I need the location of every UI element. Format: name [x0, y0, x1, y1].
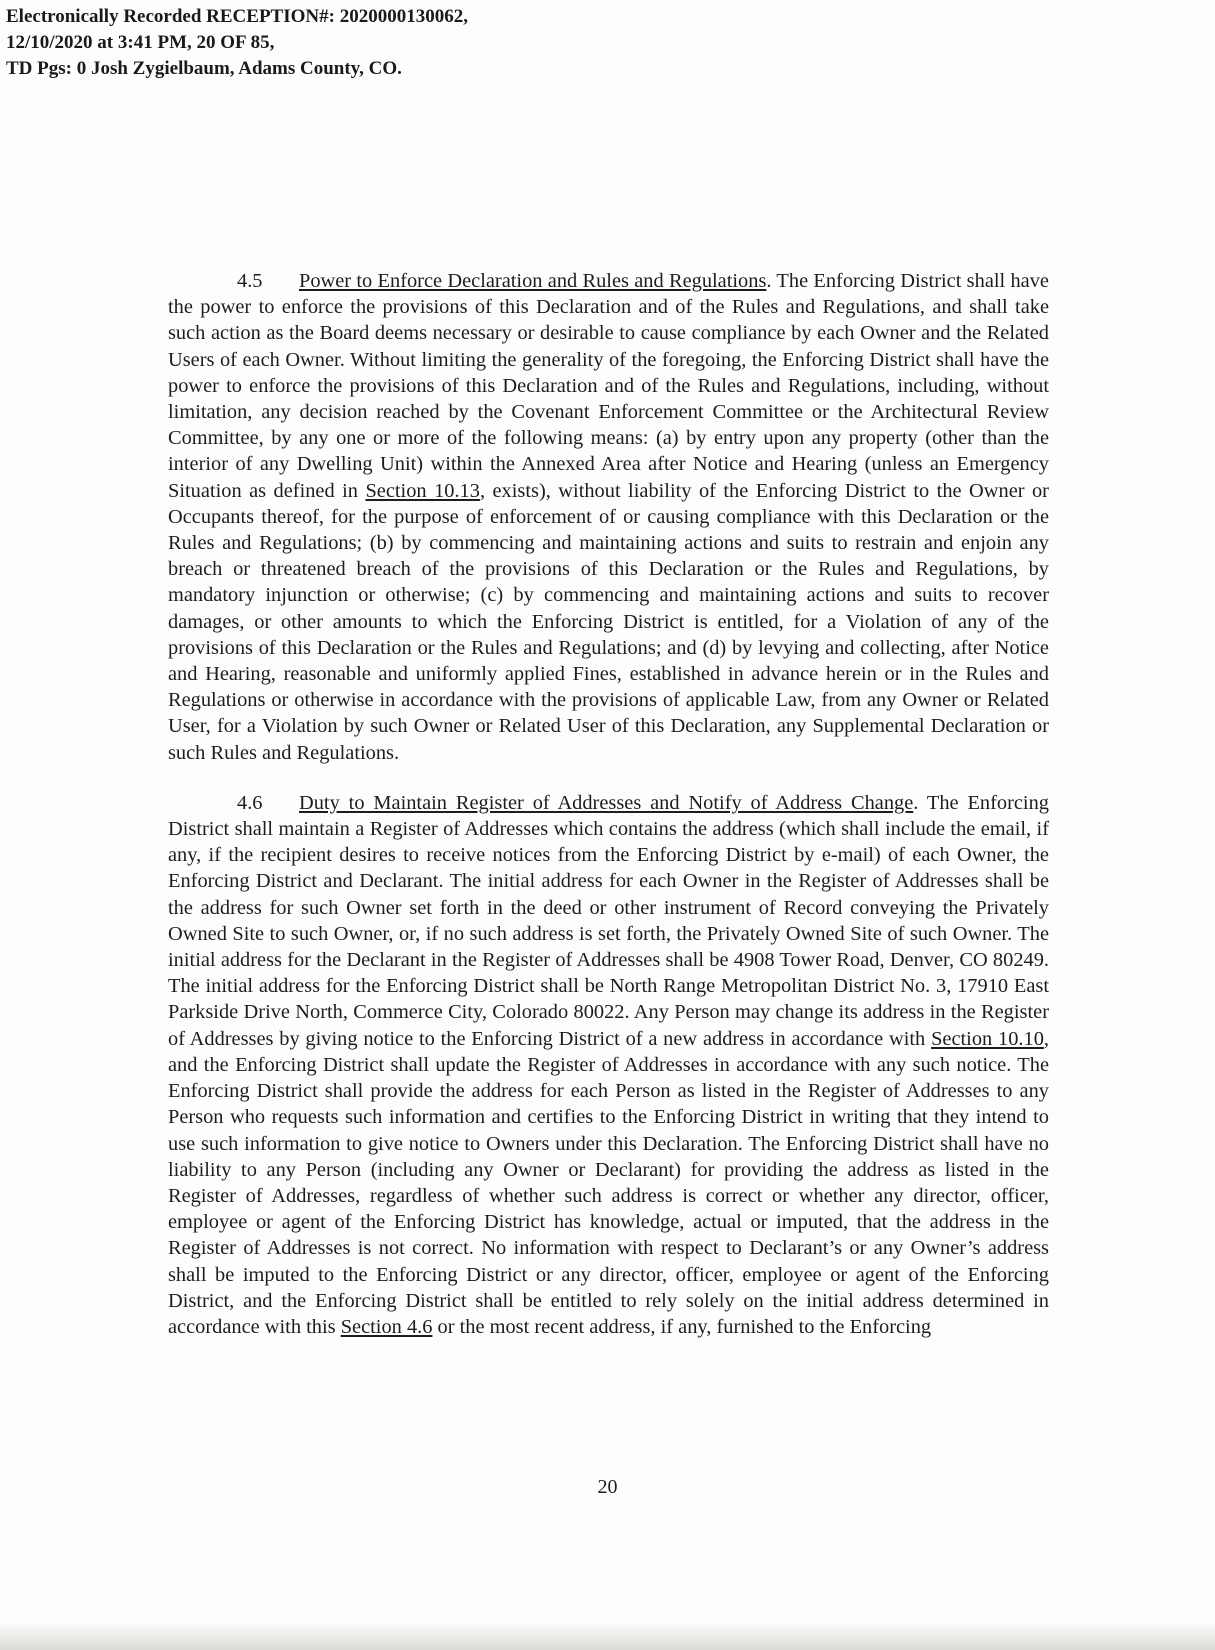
section-4-6-cross-reference-1: Section 10.10 — [931, 1027, 1044, 1050]
recording-stamp-line-3: TD Pgs: 0 Josh Zygielbaum, Adams County, CO. — [6, 58, 402, 79]
section-4-6-paragraph — [168, 790, 1049, 1340]
recording-stamp-line-2: 12/10/2020 at 3:41 PM, 20 OF 85, — [6, 32, 275, 53]
recording-stamp — [6, 4, 468, 82]
section-4-6-title: Duty to Maintain Register of Addresses and Notify of Address Change — [299, 791, 914, 814]
page-number: 20 — [597, 1476, 618, 1498]
section-4-5-cross-reference: Section 10.13 — [365, 479, 480, 502]
section-4-6-text-part-2: , and the Enforcing District shall update the Register of Addresses in accordance with any such notice. The Enforcing District shall provide the address for each Person as listed in the Register of Addresses to any Person who requests such information and certifies to the Enforcing District in writing that they intend to use such information to give notice to Owners under this Declaration. The Enforcing District shall have no liability to any Person (including any Owner or Declarant) for providing the address as listed in the Register of Addresses, regardless of whether such address is correct or whether any director, officer, employee or agent of the Enforcing District has knowledge, actual or imputed, that the address in the Register of Addresses is not correct. No information with respect to Declarant’s or any Owner’s address shall be imputed to the Enforcing District or any director, officer, employee or agent of the Enforcing District, and the Enforcing District shall be entitled to rely solely on the initial address determined in accordance with this — [168, 1027, 1050, 1338]
section-4-5-number: 4.5 — [237, 270, 263, 292]
section-4-5-title: Power to Enforce Declaration and Rules and Regulations — [299, 270, 767, 292]
section-4-5-text-part-2: , exists), without liability of the Enforcing District to the Owner or Occupants thereof, for the purpose of enforcement of or causing compliance with this Declaration or the Rules and Regulations; (b) by commencing and maintaining actions and suits to restrain and enjoin any breach or threatened breach of the provisions of this Declaration or the Rules and Regulations, by mandatory injunction or otherwise; (c) by commencing and maintaining actions and suits to recover damages, or other amounts to which the Enforcing District is entitled, for a Violation of any of the provisions of this Declaration or the Rules and Regulations; and (d) by levying and collecting, after Notice and Hearing, reasonable and uniformly applied Fines, established in advance herein or in the Rules and Regulations or otherwise in accordance with the provisions of applicable Law, from any Owner or Related User, for a Violation by such Owner or Related User of this Declaration, any Supplemental Declaration or such Rules and Regulations. — [168, 479, 1049, 764]
section-4-6-number: 4.6 — [237, 791, 263, 814]
section-4-6-cross-reference-2: Section 4.6 — [340, 1315, 433, 1338]
section-4-5-paragraph — [168, 268, 1049, 766]
section-4-6-text-part-3: or the most recent address, if any, furnished to the Enforcing — [432, 1315, 932, 1338]
document-body — [168, 268, 1049, 1340]
recording-stamp-line-1: Electronically Recorded RECEPTION#: 2020000130062, — [6, 6, 468, 27]
section-4-6-text-part-1: . The Enforcing District shall maintain a Register of Addresses which contains the address (which shall include the email, if any, if the recipient desires to receive notices from the Enforcing District by e-mail) of each Owner, the Enforcing District and Declarant. The initial address for each Owner in the Register of Addresses shall be the address for such Owner set forth in the deed or other instrument of Record conveying the Privately Owned Site to such Owner, or, if no such address is set forth, the Privately Owned Site of such Owner. The initial address for the Declarant in the Register of Addresses shall be 4908 Tower Road, Denver, CO 80249. The initial address for the Enforcing District shall be North Range Metropolitan District No. 3, 17910 East Parkside Drive North, Commerce City, Colorado 80022. Any Person may change its address in the Register of Addresses by giving notice to the Enforcing District of a new address in accordance with — [168, 791, 1049, 1050]
scan-edge-shadow — [0, 1622, 1215, 1650]
section-4-5-text-part-1: . The Enforcing District shall have the power to enforce the provisions of this Declaration and of the Rules and Regulations, and shall take such action as the Board deems necessary or desirable to cause compliance by each Owner and the Related Users of each Owner. Without limiting the generality of the foregoing, the Enforcing District shall have the power to enforce the provisions of this Declaration and of the Rules and Regulations, including, without limitation, any decision reached by the Covenant Enforcement Committee or the Architectural Review Committee, by any one or more of the following means: (a) by entry upon any property (other than the interior of any Dwelling Unit) within the Annexed Area after Notice and Hearing (unless an Emergency Situation as defined in — [168, 270, 1049, 502]
